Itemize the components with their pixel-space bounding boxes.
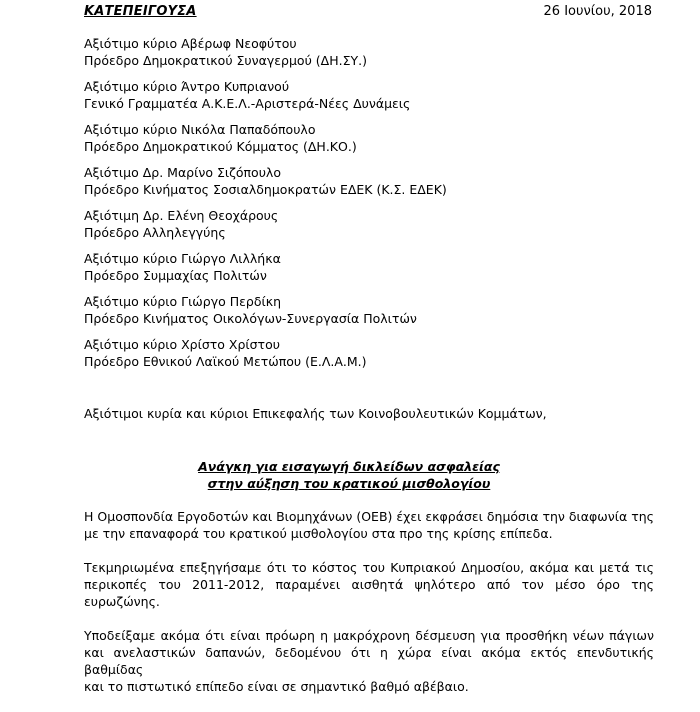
body-paragraph [84,559,654,610]
recipient-name: Αξιότιμο κύριο Άντρο Κυπριανού [84,79,290,94]
paragraph-line: περικοπές του 2011-2012, παραμένει αισθητά ψηλότερο από τον μέσο όρο της [84,577,654,592]
recipient-block [84,250,664,284]
body-paragraph [84,508,654,542]
recipient-title: Πρόεδρο Αλληλεγγύης [84,225,226,240]
recipient-name: Αξιότιμο κύριο Γιώργο Περδίκη [84,294,281,309]
recipient-block [84,293,664,327]
paragraph-line: Υποδείξαμε ακόμα ότι είναι πρόωρη η μακρόχρονη δέσμευση για προσθήκη νέων πάγιων [84,628,654,643]
paragraph-line: και ανελαστικών δαπανών, δεδομένου ότι η χώρα είναι ακόμα εκτός επενδυτικής βαθμίδας [84,645,654,677]
paragraph-line: Η Ομοσπονδία Εργοδοτών και Βιομηχάνων (ΟΕΒ) έχει εκφράσει δημόσια την διαφωνία της [84,509,654,524]
recipient-name: Αξιότιμο κύριο Νικόλα Παπαδόπουλο [84,122,316,137]
recipient-name: Αξιότιμο κύριο Αβέρωφ Νεοφύτου [84,36,297,51]
recipient-block [84,207,664,241]
recipient-title: Πρόεδρο Κινήματος Σοσιαλδημοκρατών ΕΔΕΚ (Κ.Σ. ΕΔΕΚ) [84,182,447,197]
recipient-block [84,78,664,112]
letter-date: 26 Ιουνίου, 2018 [543,4,652,19]
recipient-name: Αξιότιμο Δρ. Μαρίνο Σιζόπουλο [84,165,281,180]
paragraph-line: Τεκμηριωμένα επεξηγήσαμε ότι το κόστος του Κυπριακού Δημοσίου, ακόμα και μετά τις [84,560,654,575]
paragraph-line: με την επαναφορά του κρατικού μισθολογίου στα προ της κρίσης επίπεδα. [84,526,553,541]
subject-heading [84,458,614,492]
recipient-title: Πρόεδρο Εθνικού Λαϊκού Μετώπου (Ε.Λ.Α.Μ.) [84,354,367,369]
subject-line: Ανάγκη για εισαγωγή δικλείδων ασφαλείας [198,459,500,474]
letter-body [84,508,654,712]
recipient-title: Πρόεδρο Συμμαχίας Πολιτών [84,268,267,283]
paragraph-line: ευρωζώνης. [84,594,160,609]
salutation: Αξιότιμοι κυρία και κύριοι Επικεφαλής των Κοινοβουλευτικών Κομμάτων, [84,406,547,421]
recipient-title: Πρόεδρο Κινήματος Οικολόγων-Συνεργασία Πολιτών [84,311,417,326]
recipient-name: Αξιότιμο κύριο Χρίστο Χρίστου [84,337,280,352]
urgent-label: ΚΑΤΕΠΕΙΓΟΥΣΑ [84,4,197,19]
recipient-title: Γενικό Γραμματέα Α.Κ.Ε.Λ.-Αριστερά-Νέες Δυνάμεις [84,96,411,111]
recipient-block [84,121,664,155]
paragraph-line: και το πιστωτικό επίπεδο είναι σε σημαντικό βαθμό αβέβαιο. [84,679,469,694]
recipient-block [84,336,664,370]
recipient-block [84,35,664,69]
recipient-block [84,164,664,198]
subject-line: στην αύξηση του κρατικού μισθολογίου [207,476,491,491]
recipient-list [84,35,664,379]
recipient-title: Πρόεδρο Δημοκρατικού Κόμματος (ΔΗ.ΚΟ.) [84,139,357,154]
recipient-name: Αξιότιμο κύριο Γιώργο Λιλλήκα [84,251,281,266]
recipient-name: Αξιότιμη Δρ. Ελένη Θεοχάρους [84,208,279,223]
recipient-title: Πρόεδρο Δημοκρατικού Συναγερμού (ΔΗ.ΣΥ.) [84,53,367,68]
body-paragraph [84,627,654,695]
